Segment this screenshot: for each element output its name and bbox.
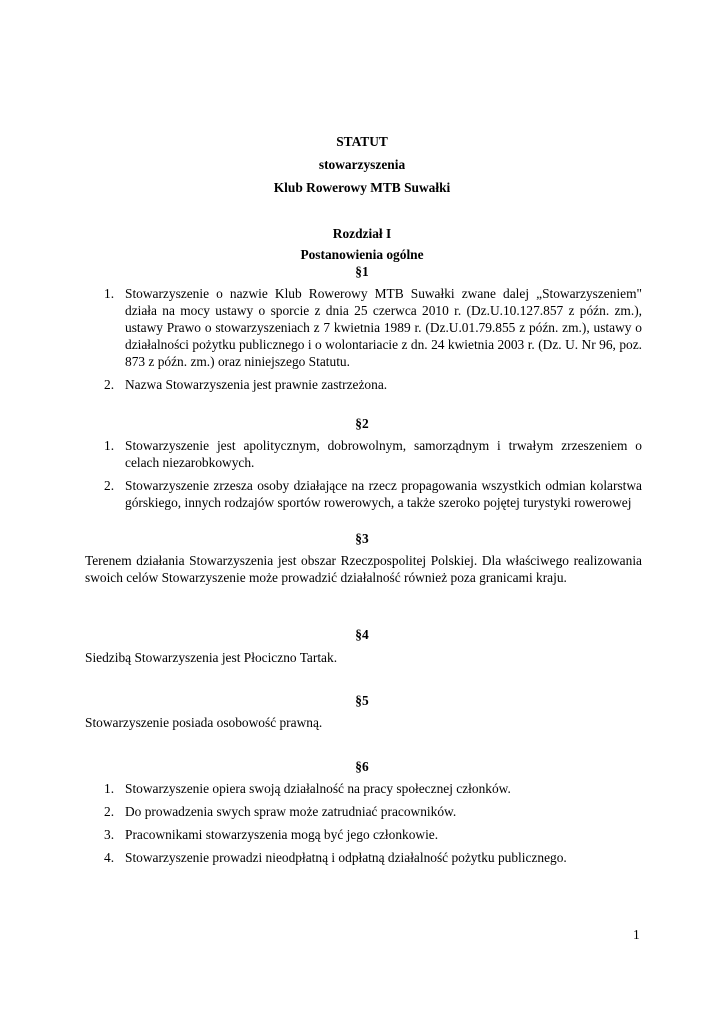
- list-item: [85, 849, 642, 866]
- list-item-text: Nazwa Stowarzyszenia jest prawnie zastrzeżona.: [125, 377, 388, 392]
- section-1-list: [85, 285, 642, 393]
- list-item: [85, 477, 642, 511]
- section-3-text: Terenem działania Stowarzyszenia jest obszar Rzeczpospolitej Polskiej. Dla właściwego realizowania swoich celów Stowarzyszenie może prowadzić działalność również poza granicami kraju.: [85, 553, 642, 585]
- chapter-heading: Rozdział I: [332, 226, 392, 241]
- list-item: [85, 437, 642, 471]
- section-4-text: Siedzibą Stowarzyszenia jest Płociczno Tartak.: [85, 650, 338, 665]
- list-item: [85, 826, 642, 843]
- list-item: [85, 780, 642, 797]
- section-mark-4: §4: [355, 627, 369, 642]
- list-item-number: 4.: [104, 850, 115, 865]
- list-item-text: Stowarzyszenie opiera swoją działalność na pracy społecznej członków.: [125, 781, 511, 796]
- section-mark-3: §3: [355, 531, 369, 546]
- section-mark-6: §6: [355, 759, 369, 774]
- organization-name: Klub Rowerowy MTB Suwałki: [273, 180, 451, 195]
- list-item-text: Stowarzyszenie o nazwie Klub Rowerowy MTB Suwałki zwane dalej „Stowarzyszeniem" działa na mocy ustawy o sporcie z dnia 25 czerwca 2010 r. (Dz.U.10.127.857 z późn. zm.), ustawy Prawo o stowarzyszeniach z 7 kwietnia 1989 r. (Dz.U.01.79.855 z późn. zm.), ustawy o działalności pożytku publicznego i o wolontariacie z dn. 24 kwietnia 2003 r. (Dz. U. Nr 96, poz. 873 z późn. zm.) oraz niniejszego Statutu.: [125, 286, 642, 369]
- document-title: STATUT: [336, 134, 388, 149]
- list-item-number: 1.: [104, 286, 115, 301]
- section-mark-2: §2: [355, 416, 369, 431]
- section-2-list: [85, 437, 642, 511]
- list-item-number: 2.: [104, 804, 115, 819]
- list-item-text: Do prowadzenia swych spraw może zatrudniać pracowników.: [125, 804, 457, 819]
- list-item-number: 1.: [104, 781, 115, 796]
- list-item-number: 2.: [104, 478, 115, 493]
- list-item-text: Pracownikami stowarzyszenia mogą być jego członkowie.: [125, 827, 439, 842]
- chapter-subheading: Postanowienia ogólne: [300, 247, 424, 262]
- list-item-text: Stowarzyszenie prowadzi nieodpłatną i odpłatną działalność pożytku publicznego.: [125, 850, 567, 865]
- section-mark-1: §1: [355, 264, 369, 279]
- list-item: [85, 376, 642, 393]
- section-5-text: Stowarzyszenie posiada osobowość prawną.: [85, 715, 323, 730]
- list-item: [85, 285, 642, 370]
- section-6-list: [85, 780, 642, 866]
- list-item-text: Stowarzyszenie jest apolitycznym, dobrowolnym, samorządnym i trwałym zrzeszeniem o celach niezarobkowych.: [125, 438, 642, 470]
- list-item-number: 1.: [104, 438, 115, 453]
- list-item: [85, 803, 642, 820]
- list-item-number: 3.: [104, 827, 115, 842]
- section-mark-5: §5: [355, 693, 369, 708]
- page-number: 1: [633, 927, 640, 942]
- list-item-text: Stowarzyszenie zrzesza osoby działające na rzecz propagowania wszystkich odmian kolarstwa górskiego, innych rodzajów sportów rowerowych, a także szeroko pojętej turystyki rowerowej: [125, 478, 642, 510]
- list-item-number: 2.: [104, 377, 115, 392]
- document-subtitle: stowarzyszenia: [318, 157, 406, 172]
